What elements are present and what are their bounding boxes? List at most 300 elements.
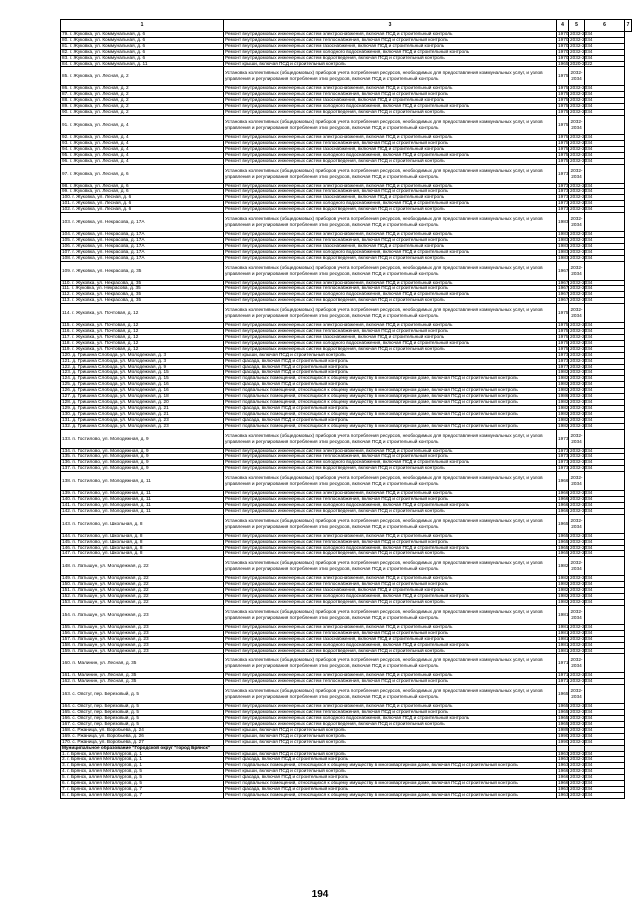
year-cell: 1990 [558, 738, 569, 744]
work-type-cell: Ремонт внутридомовых инженерных систем теплоснабжения, включая ПСД и строительный контроль [224, 140, 557, 146]
period-cell: 2032-2034 [569, 304, 585, 323]
work-type-cell: Ремонт внутридомовых инженерных систем газоснабжения, включая ПСД и строительный контроль [224, 588, 557, 594]
work-type-cell: Ремонт внутридомовых инженерных систем теплоснабжения, включая ПСД и строительный контроль [224, 679, 557, 685]
year-cell: 1983 [558, 231, 569, 237]
work-type-cell: Ремонт внутридомовых инженерных систем газоснабжения, включая ПСД и строительный контроль [224, 146, 557, 152]
period-cell: 2032-2034 [570, 785, 593, 791]
period-cell: 2032-2034 [570, 550, 593, 556]
year-cell: 1981 [557, 605, 569, 624]
year-cell: 1965 [558, 709, 569, 715]
year-cell: 1965 [558, 550, 569, 556]
work-type-cell: Ремонт внутридомовых инженерных систем электроснабжения, включая ПСД и строительный контроль [224, 491, 557, 497]
address-cell: 110. г. Жуковка, ул. Некрасова, д. 35 [61, 280, 224, 286]
year-cell: 1982 [558, 581, 569, 587]
period-cell: 2032-2034 [570, 780, 593, 786]
period-cell: 2032-2034 [570, 672, 593, 678]
address-cell: 88. г. Жуковка, ул. Лесная, д. 2 [61, 98, 224, 104]
work-type-cell: Ремонт внутридомовых инженерных систем газоснабжения, включая ПСД и строительный контроль [224, 636, 557, 642]
period-cell: 2032-2034 [570, 103, 593, 109]
address-cell: 165. с. Овстуг, пер. Березовый, д. 5 [61, 710, 224, 716]
work-type-cell: Ремонт фасада, включая ПСД и строительный контроль [224, 417, 557, 423]
period-cell: 2032-2034 [570, 339, 593, 345]
work-type-cell: Ремонт внутридомовых инженерных систем холодного водоснабжения, включая ПСД и строительный контроль [224, 594, 557, 600]
year-cell: 1975 [558, 151, 569, 157]
address-cell: 85. г. Жуковка, ул. Лесная, д. 2 [61, 67, 224, 86]
work-type-cell: Ремонт внутридомовых инженерных систем электроснабжения, включая ПСД и строительный контроль [224, 32, 557, 38]
address-cell: 99. г. Жуковка, ул. Лесная, д. 6 [61, 189, 224, 195]
period-cell: 2032-2034 [569, 213, 585, 232]
year-cell: 1973 [557, 429, 569, 448]
year-cell: 1970 [558, 36, 569, 42]
address-cell: 87. г. Жуковка, ул. Лесная, д. 2 [61, 92, 224, 98]
year-cell: 1982 [558, 422, 569, 428]
address-cell: 106. г. Жуковка, ул. Некрасова, д. 17А [61, 243, 224, 249]
address-cell: 114. г. Жуковка, ул. Почтовая, д. 12 [61, 304, 224, 323]
period-cell: 2032-2034 [570, 369, 593, 375]
work-type-cell: Установка коллективных (общедомовых) приборов учета потребления ресурсов, необходимых для предоставления коммунальных услуг, и узлов управления и регулирования потребления этих ресурсов, включая ПСД и строительный контроль [224, 261, 557, 280]
period-cell: 2032-2034 [570, 501, 593, 507]
year-cell: 1967 [558, 279, 569, 285]
period-cell: 2032-2034 [570, 322, 593, 328]
work-type-cell: Ремонт внутридомовых инженерных систем холодного водоснабжения, включая ПСД и строительный контроль [224, 49, 557, 55]
address-cell: 153. п. Латышун, ул. Молодежная, д. 22 [61, 600, 224, 606]
period-cell: 2032-2034 [570, 97, 593, 103]
address-cell: 134. п. Гостилово, ул. Молодежная, д. 9 [61, 448, 224, 454]
column-header-3: 3 [224, 20, 557, 32]
year-cell: 1982 [558, 410, 569, 416]
address-cell: 133. п. Гостилово, ул. Молодежная, д. 9 [61, 429, 224, 448]
address-cell: 170. с. Ржаница, ул. Воробьева, д. 27 [61, 739, 224, 745]
address-cell: 152. п. Латышун, ул. Молодежная, д. 22 [61, 594, 224, 600]
year-cell: 1986 [558, 393, 569, 399]
table-row [61, 557, 632, 576]
address-cell: 98. г. Жуковка, ул. Лесная, д. 6 [61, 183, 224, 189]
year-cell: 1973 [558, 200, 569, 206]
address-cell: 149. п. Латышун, ул. Молодежная, д. 22 [61, 576, 224, 582]
work-type-cell: Ремонт внутридомовых инженерных систем водоотведения, включая ПСД и строительный контроль [224, 110, 557, 116]
year-cell: 1975 [557, 304, 569, 323]
work-type-cell: Ремонт внутридомовых инженерных систем электроснабжения, включая ПСД и строительный контроль [224, 576, 557, 582]
year-cell: 1982 [558, 387, 569, 393]
work-type-cell: Ремонт внутридомовых инженерных систем теплоснабжения, включая ПСД и строительный контроль [224, 37, 557, 43]
period-cell: 2032-2034 [570, 532, 593, 538]
year-cell: 1981 [558, 647, 569, 653]
year-cell: 1983 [558, 248, 569, 254]
address-cell: 96. г. Жуковка, ул. Лесная, д. 4 [61, 158, 224, 164]
year-cell: 1982 [558, 369, 569, 375]
year-cell: 1966 [558, 507, 569, 513]
address-cell: 93. г. Жуковка, ул. Лесная, д. 4 [61, 140, 224, 146]
work-type-cell: Ремонт внутридомовых инженерных систем газоснабжения, включая ПСД и строительный контроль [224, 335, 557, 341]
address-cell: 116. г. Жуковка, ул. Почтовая, д. 12 [61, 329, 224, 335]
year-cell: 1963 [558, 785, 569, 791]
table-row [61, 429, 632, 448]
period-cell: 2032-2034 [570, 544, 593, 550]
period-cell: 2032-2034 [570, 465, 593, 471]
address-cell: 83. г. Жуковка, ул. Коммунальная, д. 6 [61, 55, 224, 61]
period-cell: 2032-2034 [570, 31, 593, 36]
year-cell: 1973 [558, 459, 569, 465]
period-cell: 2032-2034 [569, 472, 585, 491]
period-cell: 2032-2034 [570, 416, 593, 422]
period-cell: 2032-2034 [570, 48, 593, 54]
work-type-cell: Ремонт внутридомовых инженерных систем теплоснабжения, включая ПСД и строительный контроль [224, 497, 557, 503]
period-cell: 2032-2034 [570, 635, 593, 641]
work-type-cell: Ремонт внутридомовых инженерных систем водоотведения, включая ПСД и строительный контроль [224, 346, 557, 352]
work-type-cell: Ремонт внутридомовых инженерных систем теплоснабжения, включая ПСД и строительный контроль [224, 582, 557, 588]
work-type-cell: Ремонт внутридомовых инженерных систем электроснабжения, включая ПСД и строительный контроль [224, 323, 557, 329]
address-cell: 154. п. Латышун, ул. Молодежная, д. 23 [61, 605, 224, 624]
address-cell: 118. г. Жуковка, ул. Почтовая, д. 12 [61, 340, 224, 346]
year-cell: 1975 [558, 328, 569, 334]
work-type-cell: Ремонт крыши, включая ПСД и строительный контроль [224, 751, 557, 757]
period-cell: 2032-2034 [570, 750, 593, 756]
period-cell: 2032-2034 [570, 629, 593, 635]
empty-cell [585, 429, 625, 448]
address-cell: 92. г. Жуковка, ул. Лесная, д. 4 [61, 134, 224, 140]
work-type-cell: Ремонт внутридомовых инженерных систем водоотведения, включая ПСД и строительный контроль [224, 255, 557, 261]
work-type-cell: Ремонт фасада, включая ПСД и строительный контроль [224, 364, 557, 370]
address-cell: 111. г. Жуковка, ул. Некрасова, д. 35 [61, 286, 224, 292]
period-cell: 2032-2034 [570, 145, 593, 151]
period-cell: 2032-2034 [570, 357, 593, 363]
address-cell: 125. д. Гришина Слобода, ул. Молодежная, д. 16 [61, 382, 224, 388]
address-cell: 84. г. Жуковка, ул. Коммунальная, д. 11 [61, 61, 224, 67]
address-cell: 103. г. Жуковка, ул. Некрасова, д. 17А [61, 213, 224, 232]
address-cell: 139. п. Гостилово, ул. Молодежная, д. 11 [61, 491, 224, 497]
period-cell: 2032-2034 [570, 248, 593, 254]
table-row [61, 115, 632, 134]
period-cell: 2032-2034 [570, 297, 593, 303]
address-cell: 145. п. Гостилово, ул. Школьная, д. 8 [61, 539, 224, 545]
column-header-5: 5 [569, 20, 585, 32]
address-cell: 95. г. Жуковка, ул. Лесная, д. 4 [61, 152, 224, 158]
work-type-cell: Ремонт фасада, включая ПСД и строительный контроль [224, 370, 557, 376]
period-cell: 2032-2034 [570, 109, 593, 115]
year-cell: 1983 [557, 213, 569, 232]
work-type-cell: Ремонт внутридомовых инженерных систем водоотведения, включая ПСД и строительный контроль [224, 55, 557, 61]
address-cell: 4. г. Брянск, аллея Металлургов, д. 5 [61, 769, 224, 775]
period-cell: 2032-2034 [570, 36, 593, 42]
address-cell: 167. с. Овстуг, пер. Березовый, д. 5 [61, 721, 224, 727]
year-cell: 1971 [557, 654, 569, 673]
year-cell: 1973 [558, 453, 569, 459]
address-cell: 104. г. Жуковка, ул. Некрасова, д. 17А [61, 232, 224, 238]
work-type-cell: Ремонт подвальных помещений, относящихся к общему имуществу в многоквартирном доме, включая ПСД и строительный контроль [224, 763, 557, 769]
period-cell: 2032-2034 [570, 623, 593, 629]
address-cell: 91. г. Жуковка, ул. Лесная, д. 4 [61, 115, 224, 134]
year-cell: 1963 [558, 750, 569, 756]
table-row [61, 67, 632, 86]
work-type-cell: Ремонт внутридомовых инженерных систем холодного водоснабжения, включая ПСД и строительный контроль [224, 104, 557, 110]
address-cell: 122. д. Гришина Слобода, ул. Молодежная, д. 9 [61, 364, 224, 370]
work-type-cell: Ремонт подвальных помещений, относящихся к общему имуществу в многоквартирном доме, включая ПСД и строительный контроль [224, 399, 557, 405]
table-header-row [61, 20, 632, 32]
period-cell: 2032-2034 [570, 139, 593, 145]
work-type-cell: Ремонт внутридомовых инженерных систем газоснабжения, включая ПСД и строительный контроль [224, 243, 557, 249]
year-cell: 1970 [558, 31, 569, 36]
work-type-cell: Ремонт крыши, включая ПСД и строительный контроль [224, 733, 557, 739]
work-type-cell: Ремонт внутридомовых инженерных систем теплоснабжения, включая ПСД и строительный контроль [224, 329, 557, 335]
table-row [61, 792, 632, 798]
work-type-cell: Установка коллективных (общедомовых) приборов учета потребления ресурсов, необходимых для предоставления коммунальных услуг, и узлов управления и регулирования потребления этих ресурсов, включая ПСД и строительный контроль [224, 685, 557, 704]
address-cell: 90. г. Жуковка, ул. Лесная, д. 2 [61, 110, 224, 116]
period-cell: 2032-2034 [570, 575, 593, 581]
period-cell: 2032-2034 [570, 453, 593, 459]
period-cell: 2032-2034 [570, 587, 593, 593]
period-cell: 2032-2034 [569, 605, 585, 624]
work-type-cell: Ремонт внутридомовых инженерных систем холодного водоснабжения, включая ПСД и строительный контроль [224, 201, 557, 207]
period-cell: 2032-2034 [570, 422, 593, 428]
address-cell: 161. п. Малинин, ул. Лесная, д. 35 [61, 673, 224, 679]
year-cell: 1975 [558, 139, 569, 145]
work-type-cell: Ремонт подвальных помещений, относящихся к общему имуществу в многоквартирном доме, включая ПСД и строительный контроль [224, 376, 557, 382]
period-cell: 2032-2034 [570, 791, 593, 797]
year-cell: 1965 [558, 532, 569, 538]
empty-cell [585, 304, 625, 323]
period-cell: 2032-2034 [570, 42, 593, 48]
year-cell: 1981 [558, 641, 569, 647]
work-type-cell: Установка коллективных (общедомовых) приборов учета потребления ресурсов, необходимых для предоставления коммунальных услуг, и узлов управления и регулирования потребления этих ресурсов, включая ПСД и строительный контроль [224, 67, 557, 86]
address-cell: 80. г. Жуковка, ул. Коммунальная, д. 6 [61, 37, 224, 43]
period-cell: 2032-2034 [570, 496, 593, 502]
address-cell: 135. п. Гостилово, ул. Молодежная, д. 9 [61, 454, 224, 460]
work-type-cell: Ремонт внутридомовых инженерных систем водоотведения, включая ПСД и строительный контроль [224, 508, 557, 514]
period-cell: 2032-2034 [570, 738, 593, 744]
year-cell: 1973 [558, 351, 569, 357]
address-cell: 144. п. Гостилово, ул. Школьная, д. 8 [61, 533, 224, 539]
work-type-cell: Ремонт внутридомовых инженерных систем электроснабжения, включая ПСД и строительный контроль [224, 232, 557, 238]
work-type-cell: Ремонт внутридомовых инженерных систем водоотведения, включая ПСД и строительный контроль [224, 551, 557, 557]
period-cell: 2032-2034 [569, 67, 585, 86]
period-cell: 2032-2034 [570, 279, 593, 285]
address-cell: 157. п. Латышун, ул. Молодежная, д. 23 [61, 636, 224, 642]
period-cell: 2032-2034 [570, 133, 593, 139]
work-type-cell: Ремонт внутридомовых инженерных систем электроснабжения, включая ПСД и строительный контроль [224, 673, 557, 679]
work-type-cell: Ремонт внутридомовых инженерных систем электроснабжения, включая ПСД и строительный контроль [224, 280, 557, 286]
address-cell: 89. г. Жуковка, ул. Лесная, д. 2 [61, 104, 224, 110]
address-cell: 147. п. Гостилово, ул. Школьная, д. 8 [61, 551, 224, 557]
address-cell: 163. с. Овстуг, пер. Березовый, д. 5 [61, 685, 224, 704]
work-type-cell: Установка коллективных (общедомовых) приборов учета потребления ресурсов, необходимых для предоставления коммунальных услуг, и узлов управления и регулирования потребления этих ресурсов, включая ПСД и строительный контроль [224, 115, 557, 134]
year-cell: 1963 [558, 762, 569, 768]
work-type-cell: Ремонт внутридомовых инженерных систем холодного водоснабжения, включая ПСД и строительный контроль [224, 152, 557, 158]
empty-cell [585, 514, 625, 533]
address-cell: 3. г. Брянск, аллея Металлургов, д. 1 [61, 763, 224, 769]
year-cell: 1982 [558, 587, 569, 593]
period-cell: 2032-2034 [569, 115, 585, 134]
work-type-cell: Ремонт внутридомовых инженерных систем электроснабжения, включая ПСД и строительный контроль [224, 533, 557, 539]
period-cell: 2032-2034 [570, 647, 593, 653]
period-cell: 2032-2034 [570, 285, 593, 291]
capital-repair-table [60, 19, 632, 799]
address-cell: 130. д. Гришина Слобода, ул. Молодежная, д. 21 [61, 411, 224, 417]
period-cell: 2032-2034 [570, 182, 593, 188]
work-type-cell: Ремонт внутридомовых инженерных систем водоотведения, включая ПСД и строительный контроль [224, 600, 557, 606]
year-cell: 1967 [558, 291, 569, 297]
column-header-7: 7 [625, 20, 632, 32]
work-type-cell: Ремонт внутридомовых инженерных систем электроснабжения, включая ПСД и строительный контроль [224, 134, 557, 140]
year-cell: 1975 [558, 91, 569, 97]
year-cell: 1982 [558, 593, 569, 599]
work-type-cell: Ремонт внутридомовых инженерных систем теплоснабжения, включая ПСД и строительный контроль [224, 454, 557, 460]
period-cell: 2032-2034 [570, 538, 593, 544]
work-type-cell: Ремонт внутридомовых инженерных систем водоотведения, включая ПСД и строительный контроль [224, 158, 557, 164]
year-cell: 1982 [558, 416, 569, 422]
work-type-cell: Ремонт крыши, включая ПСД и строительный контроль [224, 727, 557, 733]
work-type-cell: Установка коллективных (общедомовых) приборов учета потребления ресурсов, необходимых для предоставления коммунальных услуг, и узлов управления и регулирования потребления этих ресурсов, включая ПСД и строительный контроль [224, 514, 557, 533]
work-type-cell: Ремонт подвальных помещений, относящихся к общему имуществу в многоквартирном доме, включая ПСД и строительный контроль [224, 781, 557, 787]
year-cell: 1975 [557, 115, 569, 134]
empty-cell [585, 115, 625, 134]
period-cell: 2032-2034 [570, 593, 593, 599]
period-cell: 2032-2034 [570, 200, 593, 206]
address-cell: 2. г. Брянск, аллея Металлургов, д. 1 [61, 757, 224, 763]
period-cell: 2032-2034 [569, 654, 585, 673]
year-cell: 1966 [558, 768, 569, 774]
work-type-cell: Ремонт внутридомовых инженерных систем газоснабжения, включая ПСД и строительный контроль [224, 98, 557, 104]
address-cell: 102. г. Жуковка, ул. Лесная, д. 6 [61, 207, 224, 213]
address-cell: 120. д. Гришина Слобода, ул. Молодежная, д. 3 [61, 352, 224, 358]
year-cell: 1970 [558, 42, 569, 48]
year-cell: 1975 [558, 339, 569, 345]
empty-cell [585, 164, 625, 183]
empty-cell [585, 605, 625, 624]
period-cell: 2032-2034 [570, 404, 593, 410]
address-cell: 148. п. Латышун, ул. Молодежная, д. 22 [61, 557, 224, 576]
empty-cell [585, 472, 625, 491]
period-cell: 2032-2034 [570, 459, 593, 465]
period-cell: 2032-2034 [569, 557, 585, 576]
address-cell: 150. п. Латышун, ул. Молодежная, д. 22 [61, 582, 224, 588]
year-cell: 1982 [558, 375, 569, 381]
work-type-cell: Ремонт внутридомовых инженерных систем водоотведения, включая ПСД и строительный контроль [224, 207, 557, 213]
year-cell: 1975 [558, 97, 569, 103]
work-type-cell: Ремонт фасада, включая ПСД и строительный контроль [224, 382, 557, 388]
work-type-cell: Ремонт фасада, включая ПСД и строительный контроль [224, 775, 557, 781]
work-type-cell: Ремонт внутридомовых инженерных систем газоснабжения, включая ПСД и строительный контроль [224, 195, 557, 201]
year-cell: 1963 [558, 791, 569, 797]
year-cell: 1975 [558, 103, 569, 109]
period-cell: 2032-2034 [570, 726, 593, 732]
period-cell: 2032-2034 [570, 157, 593, 163]
year-cell: 1973 [558, 357, 569, 363]
year-cell: 1982 [557, 557, 569, 576]
period-cell: 2032-2034 [570, 703, 593, 709]
year-cell: 1973 [558, 465, 569, 471]
address-cell: 129. д. Гришина Слобода, ул. Молодежная, д. 21 [61, 405, 224, 411]
year-cell: 1975 [558, 345, 569, 351]
period-cell: 2032-2034 [570, 85, 593, 91]
address-cell: 101. г. Жуковка, ул. Лесная, д. 6 [61, 201, 224, 207]
year-cell: 1982 [558, 575, 569, 581]
empty-cell [585, 261, 625, 280]
work-type-cell: Установка коллективных (общедомовых) приборов учета потребления ресурсов, необходимых для предоставления коммунальных услуг, и узлов управления и регулирования потребления этих ресурсов, включая ПСД и строительный контроль [224, 472, 557, 491]
address-cell: 131. д. Гришина Слобода, ул. Молодежная, д. 23 [61, 417, 224, 423]
address-cell: 86. г. Жуковка, ул. Лесная, д. 2 [61, 86, 224, 92]
year-cell: 1981 [558, 635, 569, 641]
year-cell: 1975 [558, 157, 569, 163]
work-type-cell: Ремонт внутридомовых инженерных систем холодного водоснабжения, включая ПСД и строительный контроль [224, 460, 557, 466]
address-cell: 1. г. Брянск, аллея Металлургов, д. 1 [61, 751, 224, 757]
work-type-cell: Ремонт внутридомовых инженерных систем водоотведения, включая ПСД и строительный контроль [224, 721, 557, 727]
table-body [61, 32, 632, 799]
year-cell: 1965 [558, 703, 569, 709]
period-cell: 2032-2034 [570, 345, 593, 351]
address-cell: 142. п. Гостилово, ул. Молодежная, д. 11 [61, 508, 224, 514]
address-cell: 82. г. Жуковка, ул. Коммунальная, д. 6 [61, 49, 224, 55]
work-type-cell: Ремонт внутридомовых инженерных систем теплоснабжения, включая ПСД и строительный контроль [224, 286, 557, 292]
period-cell: 2032-2034 [570, 54, 593, 60]
address-cell: 94. г. Жуковка, ул. Лесная, д. 4 [61, 146, 224, 152]
period-cell: 2032-2034 [570, 715, 593, 721]
year-cell: 1973 [558, 194, 569, 200]
work-type-cell: Ремонт внутридомовых инженерных систем холодного водоснабжения, включая ПСД и строительный контроль [224, 249, 557, 255]
work-type-cell: Ремонт подвальных помещений, относящихся к общему имуществу в многоквартирном доме, включая ПСД и строительный контроль [224, 792, 557, 798]
year-cell: 1983 [558, 236, 569, 242]
work-type-cell: Ремонт внутридомовых инженерных систем холодного водоснабжения, включая ПСД и строительный контроль [224, 716, 557, 722]
address-cell: 162. п. Малинин, ул. Лесная, д. 35 [61, 679, 224, 685]
period-cell: 2032-2034 [570, 490, 593, 496]
period-cell: 2032-2034 [570, 363, 593, 369]
work-type-cell: Ремонт внутридомовых инженерных систем холодного водоснабжения, включая ПСД и строительный контроль [224, 502, 557, 508]
year-cell: 1965 [558, 544, 569, 550]
year-cell: 1965 [558, 60, 569, 66]
work-type-cell: Ремонт внутридомовых инженерных систем теплоснабжения, включая ПСД и строительный контроль [224, 237, 557, 243]
year-cell: 1975 [557, 67, 569, 86]
year-cell: 1967 [558, 285, 569, 291]
period-cell: 2032-2034 [570, 507, 593, 513]
table-row [61, 261, 632, 280]
address-cell: 121. д. Гришина Слобода, ул. Молодежная, д. 3 [61, 358, 224, 364]
work-type-cell: Ремонт крыши, включая ПСД и строительный контроль [224, 352, 557, 358]
year-cell: 1965 [558, 538, 569, 544]
work-type-cell: Ремонт внутридомовых инженерных систем холодного водоснабжения, включая ПСД и строительный контроль [224, 545, 557, 551]
period-cell: 2032-2034 [570, 236, 593, 242]
address-cell: 164. с. Овстуг, пер. Березовый, д. 5 [61, 704, 224, 710]
year-cell: 1965 [557, 514, 569, 533]
address-cell: 117. г. Жуковка, ул. Почтовая, д. 12 [61, 335, 224, 341]
work-type-cell: Ремонт внутридомовых инженерных систем водоотведения, включая ПСД и строительный контроль [224, 466, 557, 472]
address-cell: 112. г. Жуковка, ул. Некрасова, д. 35 [61, 292, 224, 298]
year-cell: 1973 [558, 206, 569, 212]
table-row [61, 213, 632, 232]
period-cell: 2032-2034 [569, 429, 585, 448]
year-cell: 1975 [558, 85, 569, 91]
column-header-1: 1 [61, 20, 224, 32]
period-cell: 2032-2034 [570, 381, 593, 387]
empty-cell [585, 654, 625, 673]
period-cell: 2032-2034 [570, 206, 593, 212]
period-cell: 2032-2034 [570, 732, 593, 738]
period-cell: 2032-2034 [570, 91, 593, 97]
year-cell: 1983 [558, 254, 569, 260]
address-cell: 140. п. Гостилово, ул. Молодежная, д. 11 [61, 497, 224, 503]
work-type-cell: Ремонт внутридомовых инженерных систем холодного водоснабжения, включая ПСД и строительный контроль [224, 642, 557, 648]
year-cell: 1975 [558, 109, 569, 115]
address-cell: 6. г. Брянск, аллея Металлургов, д. 5 [61, 781, 224, 787]
address-cell: Муниципальное образование "Городской округ "город Брянск" [61, 745, 224, 751]
address-cell: 7. г. Брянск, аллея Металлургов, д. 7 [61, 786, 224, 792]
work-type-cell: Ремонт фасада, включая ПСД и строительный контроль [224, 757, 557, 763]
address-cell: 5. г. Брянск, аллея Металлургов, д. 5 [61, 775, 224, 781]
work-type-cell: Установка коллективных (общедомовых) приборов учета потребления ресурсов, необходимых для предоставления коммунальных услуг, и узлов управления и регулирования потребления этих ресурсов, включая ПСД и строительный контроль [224, 654, 557, 673]
year-cell: 1965 [557, 685, 569, 704]
year-cell: 1965 [558, 720, 569, 726]
work-type-cell: Ремонт внутридомовых инженерных систем теплоснабжения, включая ПСД и строительный контроль [224, 539, 557, 545]
address-cell: 158. п. Латышун, ул. Молодежная, д. 23 [61, 642, 224, 648]
address-cell: 128. д. Гришина Слобода, ул. Молодежная, д. 20 [61, 399, 224, 405]
